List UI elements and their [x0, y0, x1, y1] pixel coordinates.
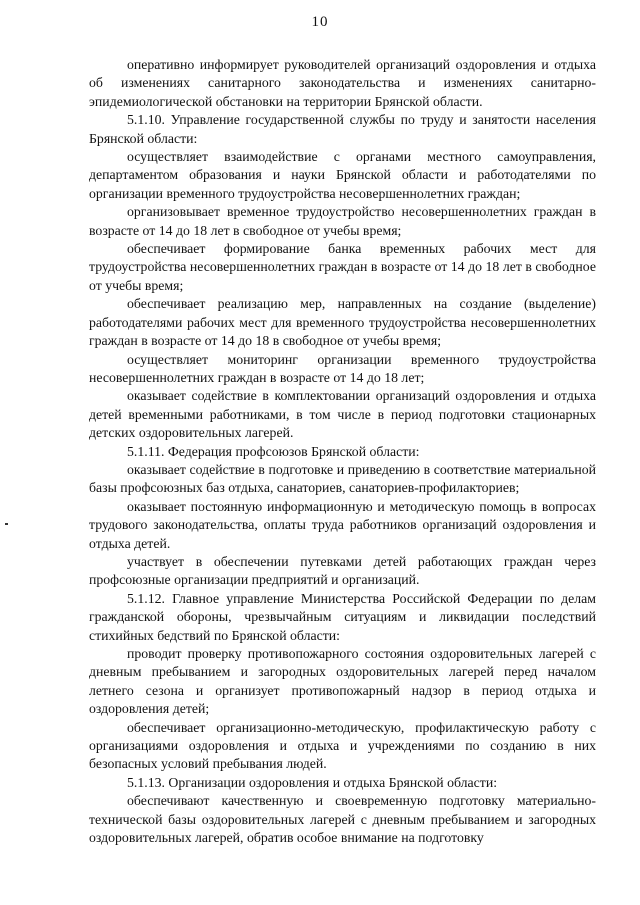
section-heading: 5.1.12. Главное управление Министерства Российской Федерации по делам гражданской обороны, чрезвычайным ситуациям и ликвидации последствий стихийных бедствий по Брянской области: [89, 590, 596, 643]
body-text [89, 56, 596, 847]
paragraph: обеспечивают качественную и своевременную подготовку материально-технической базы оздоровительных лагерей с дневным пребыванием и загородных оздоровительных лагерей, обратив особое внимание на подготовку [89, 793, 596, 846]
paragraph: участвует в обеспечении путевками детей работающих граждан через профсоюзные организации предприятий и организаций. [89, 553, 596, 588]
paragraph: осуществляет взаимодействие с органами местного самоуправления, департаментом образования и науки Брянской области и работодателями по организации временного трудоустройства несовершеннолетних граждан; [89, 149, 596, 201]
paragraph: обеспечивает реализацию мер, направленных на создание (выделение) работодателями рабочих мест для временного трудоустройства несовершеннолетних граждан в возрасте от 14 до 18 в свободное от учебы время; [89, 296, 596, 349]
margin-mark [5, 523, 8, 525]
paragraph: оказывает постоянную информационную и методическую помощь в вопросах трудового законодательства, оплаты труда работников организаций оздоровления и отдыха детей. [89, 498, 596, 551]
paragraph: осуществляет мониторинг организации временного трудоустройства несовершеннолетних граждан в возрасте от 14 до 18 лет; [89, 351, 596, 385]
section-heading: 5.1.13. Организации оздоровления и отдыха Брянской области: [127, 774, 498, 790]
paragraph: оперативно информирует руководителей организаций оздоровления и отдыха об изменениях санитарного законодательства и изменениях санитарно-эпидемиологической обстановки на территории Брянской области. [89, 57, 596, 109]
paragraph: проводит проверку противопожарного состояния оздоровительных лагерей с дневным пребыванием и загородных оздоровительных лагерей перед началом летнего сезона и организует противопожарный надзор в период отдыха и оздоровления детей; [89, 646, 596, 717]
section-heading: 5.1.11. Федерация профсоюзов Брянской области: [127, 443, 420, 459]
paragraph: оказывает содействие в подготовке и приведению в соответствие материальной базы профсоюзных баз отдыха, санаториев, санаториев-профилакториев; [89, 461, 596, 496]
paragraph: обеспечивает формирование банка временных рабочих мест для трудоустройства несовершеннолетних граждан в возрасте от 14 до 18 лет в свободное от учебы время; [89, 241, 596, 293]
paragraph: обеспечивает организационно-методическую, профилактическую работу с организациями оздоровления и отдыха и учреждениями по созданию в них безопасных условий пребывания людей. [89, 719, 596, 772]
paragraph: оказывает содействие в комплектовании организаций оздоровления и отдыха детей временными работниками, в том числе в период подготовки стационарных детских оздоровительных лагерей. [89, 388, 596, 441]
paragraph: организовывает временное трудоустройство несовершеннолетних граждан в возрасте от 14 до 18 лет в свободное от учебы время; [89, 204, 596, 238]
page-number: 10 [311, 14, 329, 30]
section-heading: 5.1.10. Управление государственной службы по труду и занятости населения Брянской области: [89, 112, 596, 146]
